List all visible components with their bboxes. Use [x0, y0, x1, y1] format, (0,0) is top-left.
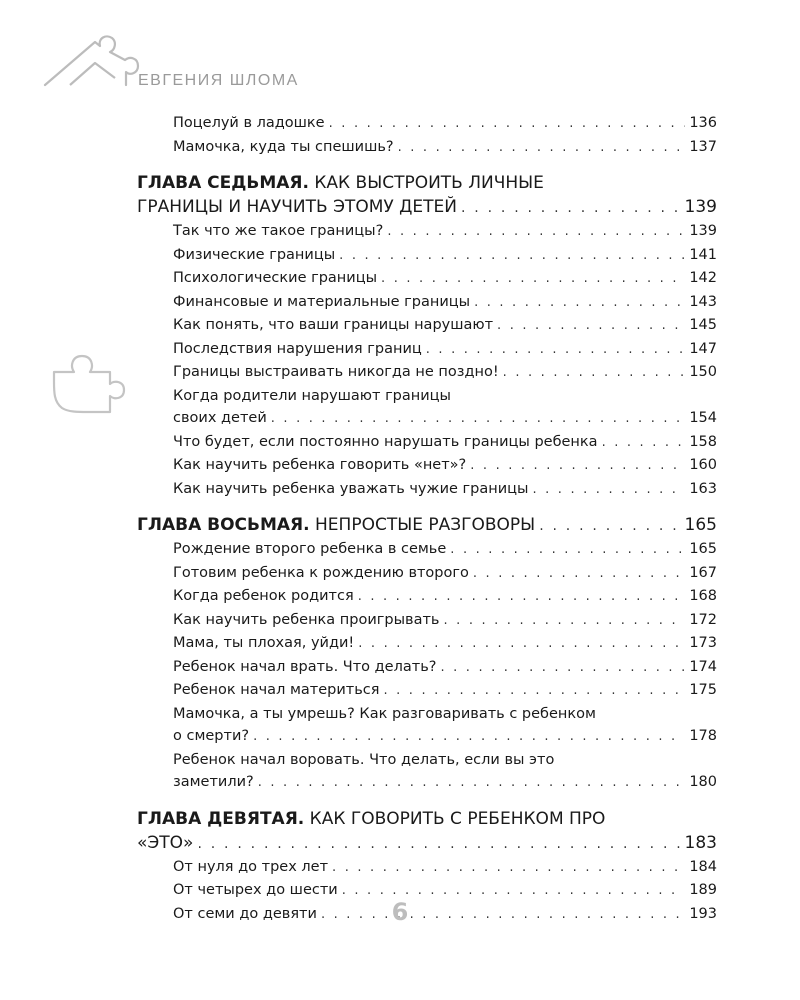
author-name: ЕВГЕНИЯ ШЛОМА [138, 72, 299, 89]
chapter-heading[interactable]: ГЛАВА СЕДЬМАЯ. КАК ВЫСТРОИТЬ ЛИЧНЫЕ [137, 173, 544, 193]
toc-entry[interactable]: Мамочка, куда ты спешишь? . . . 137 [137, 136, 717, 160]
toc-entry[interactable]: Физические границы . . . 141 [137, 244, 717, 268]
toc-entry[interactable]: Как научить ребенка говорить «нет»? . . . 160 [137, 454, 717, 478]
toc-entry[interactable]: Ребенок начал врать. Что делать? . . . 174 [137, 656, 717, 680]
toc-entry[interactable]: Финансовые и материальные границы . . . 143 [137, 291, 717, 315]
toc-entry[interactable]: заметили? . . . 180 [137, 771, 717, 795]
toc-entry[interactable]: Ребенок начал материться . . . 175 [137, 679, 717, 703]
toc-entry[interactable]: Поцелуй в ладошке . . . 136 [137, 112, 717, 136]
toc-entry[interactable]: Как научить ребенка проигрывать . . . 172 [137, 609, 717, 633]
chapter-7 [137, 171, 717, 501]
chapter-heading[interactable]: ГЛАВА ДЕВЯТАЯ. КАК ГОВОРИТЬ С РЕБЕНКОМ ПРО [137, 808, 606, 829]
toc-entry[interactable]: От нуля до трех лет . . . 184 [137, 856, 717, 880]
toc-entry[interactable]: Когда ребенок родится . . . 168 [137, 585, 717, 609]
puzzle-house-icon [40, 30, 150, 90]
toc-entry-line1[interactable]: Когда родители нарушают границы [173, 387, 451, 404]
page-number: 6 [391, 898, 409, 926]
table-of-contents [137, 112, 717, 926]
toc-entry[interactable]: Мама, ты плохая, уйди! . . . 173 [137, 632, 717, 656]
chapter-8 [137, 513, 717, 795]
chapter-heading[interactable]: ГЛАВА ВОСЬМАЯ. НЕПРОСТЫЕ РАЗГОВОРЫ . . . 165 [137, 513, 717, 538]
toc-entry[interactable]: Последствия нарушения границ . . . 147 [137, 338, 717, 362]
chapter-heading-line2[interactable]: «ЭТО» . . . 183 [137, 831, 717, 856]
toc-entry-line1[interactable]: Ребенок начал воровать. Что делать, если вы это [173, 751, 555, 768]
toc-entry[interactable]: От четырех до шести . . . 189 [137, 879, 717, 903]
toc-entry[interactable]: своих детей . . . 154 [137, 407, 717, 431]
toc-entry[interactable]: Так что же такое границы? . . . 139 [137, 220, 717, 244]
toc-entry[interactable]: о смерти? . . . 178 [137, 725, 717, 749]
puzzle-piece-icon [48, 348, 128, 418]
toc-entry-line1[interactable]: Мамочка, а ты умрешь? Как разговаривать с ребенком [173, 705, 596, 722]
toc-entry[interactable]: Что будет, если постоянно нарушать границы ребенка . . . 158 [137, 431, 717, 455]
toc-entry[interactable]: Границы выстраивать никогда не поздно! . . . 150 [137, 361, 717, 385]
toc-entry[interactable]: От семи до девяти . . . 193 [137, 903, 717, 927]
chapter-heading-line2[interactable]: ГРАНИЦЫ И НАУЧИТЬ ЭТОМУ ДЕТЕЙ . . . 139 [137, 195, 717, 220]
toc-entry[interactable]: Как научить ребенка уважать чужие границы . . . 163 [137, 478, 717, 502]
toc-entry[interactable]: Психологические границы . . . 142 [137, 267, 717, 291]
toc-entry[interactable]: Рождение второго ребенка в семье . . . 165 [137, 538, 717, 562]
toc-entry[interactable]: Готовим ребенка к рождению второго . . . 167 [137, 562, 717, 586]
toc-entry[interactable]: Как понять, что ваши границы нарушают . . . 145 [137, 314, 717, 338]
